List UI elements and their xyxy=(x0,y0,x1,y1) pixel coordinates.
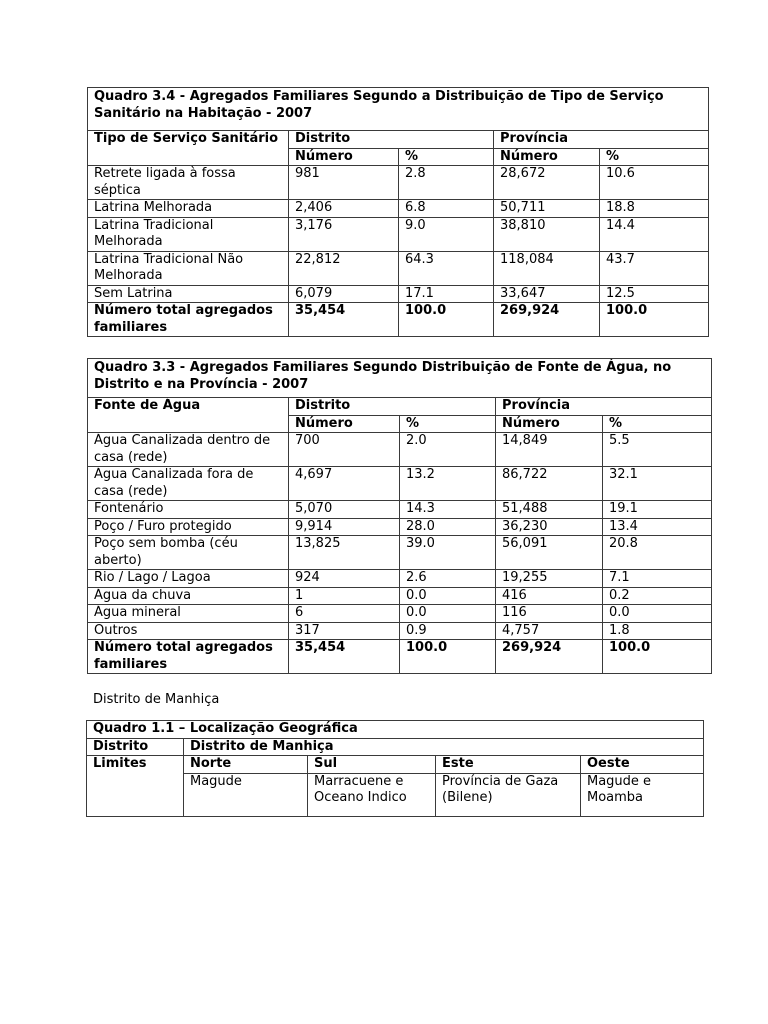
table-row xyxy=(88,217,709,251)
column-header-number: Número xyxy=(289,148,399,166)
column-header-east: Este xyxy=(436,756,581,774)
row-label: Poço / Furo protegido xyxy=(88,518,289,536)
table-row xyxy=(88,536,712,570)
province-number: 118,084 xyxy=(494,251,600,285)
table-row xyxy=(88,433,712,467)
district-percent: 64.3 xyxy=(399,251,494,285)
province-number: 50,711 xyxy=(494,200,600,218)
province-percent: 0.2 xyxy=(603,587,712,605)
column-header-percent: % xyxy=(603,415,712,433)
table-header-row xyxy=(88,131,709,149)
province-percent: 12.5 xyxy=(600,285,709,303)
column-header-type: Tipo de Serviço Sanitário xyxy=(88,131,289,166)
district-percent: 2.6 xyxy=(400,570,496,588)
column-header-province: Província xyxy=(496,398,712,416)
south-value: Marracuene e Oceano Indico xyxy=(308,773,436,816)
district-number: 924 xyxy=(289,570,400,588)
table-row xyxy=(88,518,712,536)
province-number: 28,672 xyxy=(494,166,600,200)
table-row xyxy=(88,467,712,501)
table-water-source xyxy=(87,358,712,674)
table-header-row xyxy=(88,398,712,416)
table-row xyxy=(88,570,712,588)
row-label: Outros xyxy=(88,622,289,640)
row-label: Sem Latrina xyxy=(88,285,289,303)
table-geographic-location xyxy=(86,720,704,817)
column-header-number: Número xyxy=(496,415,603,433)
province-number: 86,722 xyxy=(496,467,603,501)
district-number: 6,079 xyxy=(289,285,399,303)
district-number: 5,070 xyxy=(289,501,400,519)
table-row xyxy=(88,587,712,605)
province-number: 116 xyxy=(496,605,603,623)
district-number: 3,176 xyxy=(289,217,399,251)
east-value: Província de Gaza (Bilene) xyxy=(436,773,581,816)
table-row xyxy=(88,285,709,303)
district-number: 9,914 xyxy=(289,518,400,536)
column-header-district: Distrito xyxy=(289,131,494,149)
district-number: 1 xyxy=(289,587,400,605)
district-percent: 13.2 xyxy=(400,467,496,501)
total-district-number: 35,454 xyxy=(289,640,400,674)
table-title: Quadro 1.1 – Localização Geográfica xyxy=(87,721,704,739)
province-percent: 19.1 xyxy=(603,501,712,519)
total-district-number: 35,454 xyxy=(289,303,399,337)
province-number: 33,647 xyxy=(494,285,600,303)
column-header-district: Distrito xyxy=(289,398,496,416)
column-header-west: Oeste xyxy=(581,756,704,774)
province-percent: 10.6 xyxy=(600,166,709,200)
total-label: Número total agregados familiares xyxy=(88,640,289,674)
province-percent: 32.1 xyxy=(603,467,712,501)
district-percent: 28.0 xyxy=(400,518,496,536)
limits-header-row xyxy=(87,756,704,774)
table-row xyxy=(88,501,712,519)
province-number: 36,230 xyxy=(496,518,603,536)
province-number: 416 xyxy=(496,587,603,605)
total-district-percent: 100.0 xyxy=(399,303,494,337)
province-percent: 13.4 xyxy=(603,518,712,536)
total-province-number: 269,924 xyxy=(496,640,603,674)
district-percent: 17.1 xyxy=(399,285,494,303)
province-number: 38,810 xyxy=(494,217,600,251)
district-number: 6 xyxy=(289,605,400,623)
row-label: Poço sem bomba (céu aberto) xyxy=(88,536,289,570)
district-percent: 9.0 xyxy=(399,217,494,251)
district-number: 2,406 xyxy=(289,200,399,218)
province-percent: 1.8 xyxy=(603,622,712,640)
district-percent: 14.3 xyxy=(400,501,496,519)
table-row xyxy=(88,200,709,218)
table-title-row xyxy=(88,88,709,131)
province-number: 19,255 xyxy=(496,570,603,588)
row-label: Água Canalizada dentro de casa (rede) xyxy=(88,433,289,467)
column-header-number: Número xyxy=(289,415,400,433)
row-label: Rio / Lago / Lagoa xyxy=(88,570,289,588)
district-percent: 0.0 xyxy=(400,605,496,623)
district-percent: 6.8 xyxy=(399,200,494,218)
row-label: Latrina Tradicional Melhorada xyxy=(88,217,289,251)
province-number: 56,091 xyxy=(496,536,603,570)
district-number: 22,812 xyxy=(289,251,399,285)
district-label: Distrito xyxy=(87,738,184,756)
province-percent: 0.0 xyxy=(603,605,712,623)
row-label: Água mineral xyxy=(88,605,289,623)
district-number: 4,697 xyxy=(289,467,400,501)
province-percent: 5.5 xyxy=(603,433,712,467)
table-total-row xyxy=(88,303,709,337)
district-number: 700 xyxy=(289,433,400,467)
table-title: Quadro 3.3 - Agregados Familiares Segundo Distribuição de Fonte de Água, no Distrito e na Província - 2007 xyxy=(88,359,712,398)
column-header-province: Província xyxy=(494,131,709,149)
column-header-south: Sul xyxy=(308,756,436,774)
table-row xyxy=(88,622,712,640)
total-province-number: 269,924 xyxy=(494,303,600,337)
limits-label: Limites xyxy=(87,756,184,817)
section-heading: Distrito de Manhiça xyxy=(93,692,220,707)
district-percent: 2.0 xyxy=(400,433,496,467)
row-label: Água Canalizada fora de casa (rede) xyxy=(88,467,289,501)
column-header-percent: % xyxy=(399,148,494,166)
total-label: Número total agregados familiares xyxy=(88,303,289,337)
district-number: 317 xyxy=(289,622,400,640)
district-percent: 0.9 xyxy=(400,622,496,640)
north-value: Magude xyxy=(184,773,308,816)
west-value: Magude e Moamba xyxy=(581,773,704,816)
column-header-number: Número xyxy=(494,148,600,166)
row-label: Latrina Tradicional Não Melhorada xyxy=(88,251,289,285)
table-title-row xyxy=(87,721,704,739)
province-percent: 14.4 xyxy=(600,217,709,251)
province-percent: 43.7 xyxy=(600,251,709,285)
province-number: 14,849 xyxy=(496,433,603,467)
province-percent: 20.8 xyxy=(603,536,712,570)
district-percent: 0.0 xyxy=(400,587,496,605)
district-row xyxy=(87,738,704,756)
province-number: 51,488 xyxy=(496,501,603,519)
district-number: 981 xyxy=(289,166,399,200)
district-percent: 39.0 xyxy=(400,536,496,570)
district-number: 13,825 xyxy=(289,536,400,570)
total-province-percent: 100.0 xyxy=(600,303,709,337)
table-row xyxy=(88,251,709,285)
table-sanitation xyxy=(87,87,709,337)
province-percent: 7.1 xyxy=(603,570,712,588)
table-total-row xyxy=(88,640,712,674)
row-label: Fontenário xyxy=(88,501,289,519)
column-header-north: Norte xyxy=(184,756,308,774)
row-label: Retrete ligada à fossa séptica xyxy=(88,166,289,200)
total-district-percent: 100.0 xyxy=(400,640,496,674)
column-header-type: Fonte de Água xyxy=(88,398,289,433)
column-header-percent: % xyxy=(600,148,709,166)
table-row xyxy=(88,605,712,623)
row-label: Água da chuva xyxy=(88,587,289,605)
table-title-row xyxy=(88,359,712,398)
column-header-percent: % xyxy=(400,415,496,433)
row-label: Latrina Melhorada xyxy=(88,200,289,218)
province-percent: 18.8 xyxy=(600,200,709,218)
province-number: 4,757 xyxy=(496,622,603,640)
total-province-percent: 100.0 xyxy=(603,640,712,674)
district-value: Distrito de Manhiça xyxy=(184,738,704,756)
table-row xyxy=(88,166,709,200)
district-percent: 2.8 xyxy=(399,166,494,200)
table-title: Quadro 3.4 - Agregados Familiares Segundo a Distribuição de Tipo de Serviço Sanitário na Habitação - 2007 xyxy=(88,88,709,131)
